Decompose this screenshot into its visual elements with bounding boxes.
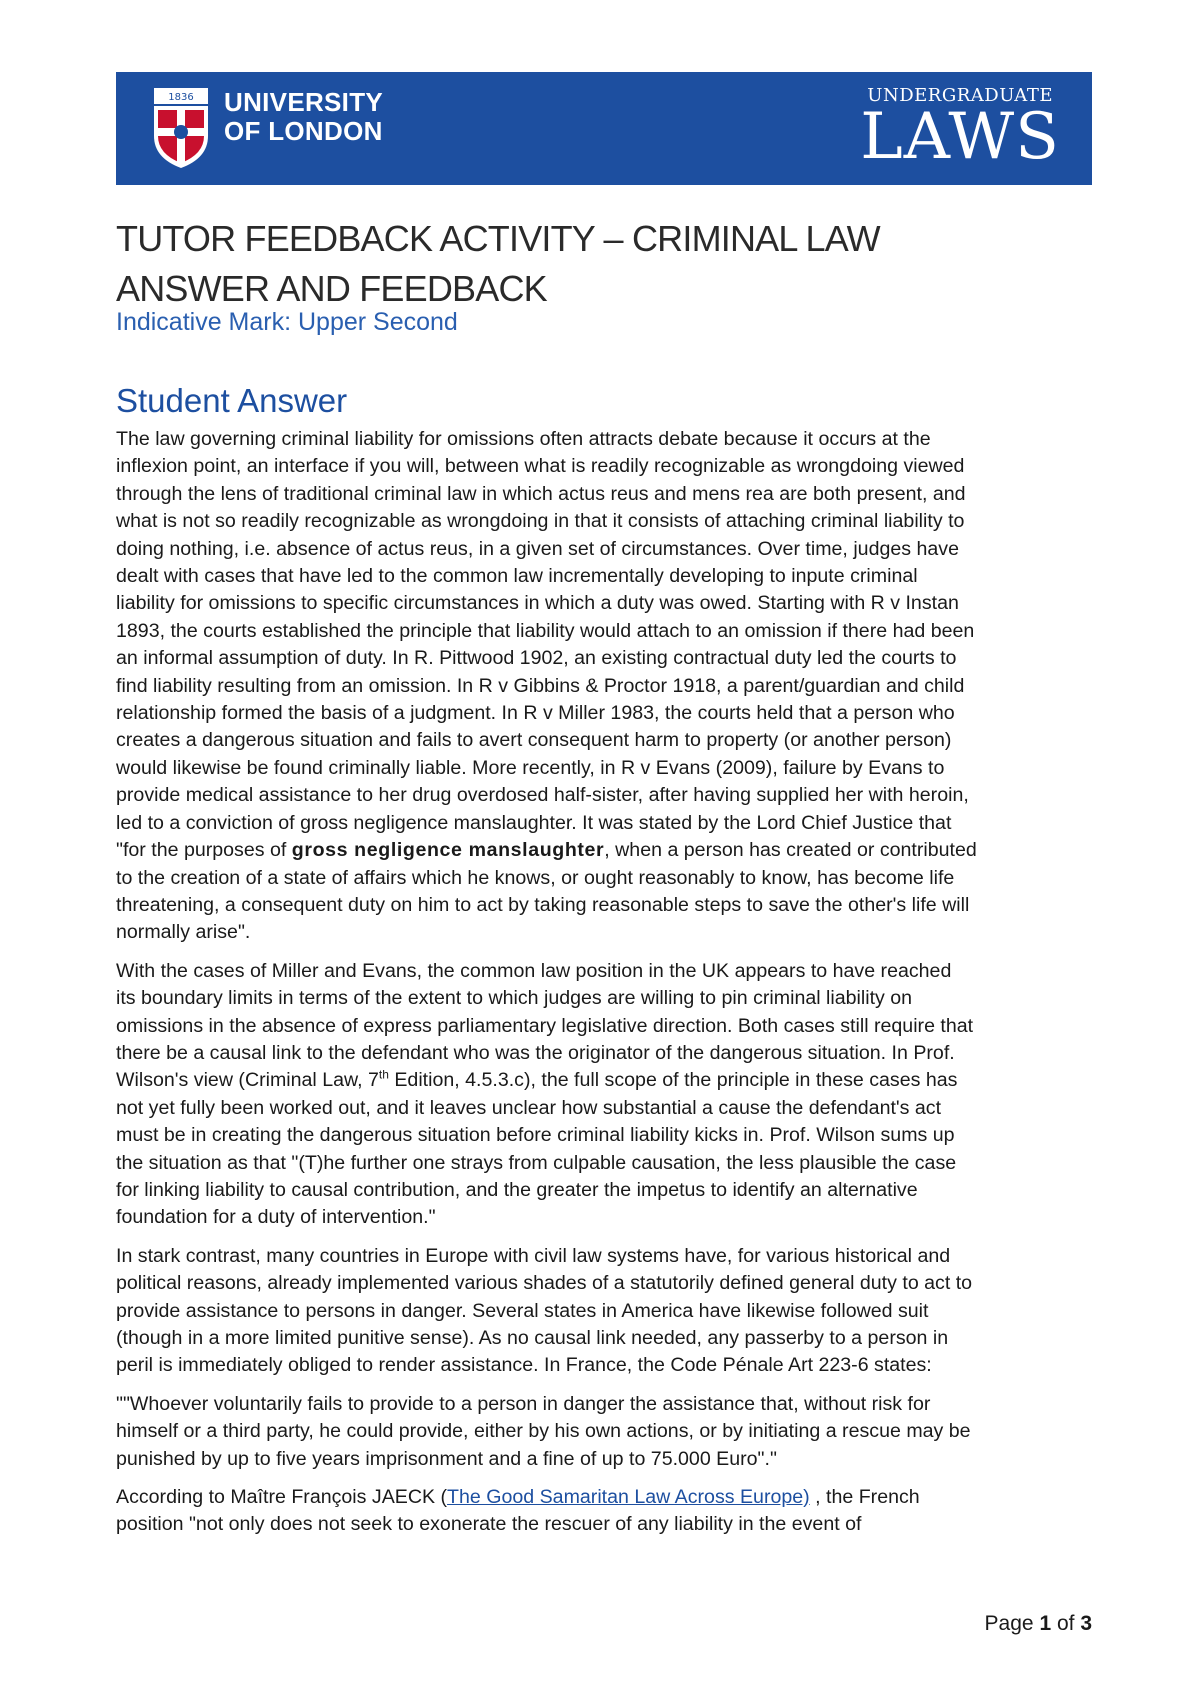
wilson-pre: Wilson's view (Criminal Law, 7 bbox=[116, 1069, 379, 1092]
text-line: (though in a more limited punitive sense). As no causal link needed, any passerby to a person in bbox=[116, 1327, 949, 1349]
text-line: punished by up to five years imprisonment and a fine of up to 75.000 Euro"." bbox=[116, 1447, 777, 1470]
university-name bbox=[224, 88, 383, 146]
programme-logo-line2: LAWS bbox=[860, 100, 1060, 174]
text-line: inflexion point, an interface if you will, between what is readily recognizable as wrongdoing viewed bbox=[116, 455, 965, 478]
page-word: Page bbox=[984, 1612, 1040, 1635]
current-page: 1 bbox=[1039, 1612, 1052, 1635]
university-crest-icon bbox=[150, 86, 212, 170]
quote-post: , when a person has created or contributed bbox=[604, 839, 977, 862]
text-line: provide assistance to persons in danger. Several states in America have likewise followed suit bbox=[116, 1299, 929, 1322]
total-pages: 3 bbox=[1080, 1612, 1092, 1635]
text-line: provide medical assistance to her drug overdosed half-sister, after having supplied her with heroin, bbox=[116, 784, 969, 807]
text-line: must be in creating the dangerous situation before criminal liability kicks in. Prof. Wilson sums up bbox=[116, 1124, 955, 1147]
text-line: With the cases of Miller and Evans, the common law position in the UK appears to have reached bbox=[116, 959, 952, 982]
header-banner bbox=[116, 72, 1092, 185]
wilson-post: Edition, 4.5.3.c), the full scope of the principle in these cases has bbox=[388, 1069, 958, 1092]
paragraph-5 bbox=[116, 1484, 1096, 1539]
text-line: would likewise be found criminally liable. More recently, in R v Evans (2009), failure by Evans to bbox=[116, 756, 945, 779]
text-line: what is not so readily recognizable as wrongdoing in that it consists of attaching criminal liability to bbox=[116, 510, 965, 533]
text-line: ""Whoever voluntarily fails to provide to a person in danger the assistance that, without risk for bbox=[116, 1392, 931, 1415]
paragraph-2 bbox=[116, 958, 1096, 1232]
good-samaritan-link[interactable]: The Good Samaritan Law Across Europe) bbox=[447, 1486, 810, 1509]
superscript: th bbox=[378, 1067, 389, 1082]
text-line: the situation as that "(T)he further one strays from culpable causation, the less plausible the case bbox=[116, 1151, 957, 1174]
page-number bbox=[985, 1612, 1092, 1636]
text-line: doing nothing, i.e. absence of actus reus, in a given set of circumstances. Over time, judges have bbox=[116, 537, 959, 560]
text-line: for linking liability to causal contribution, and the greater the impetus to identify an alternative bbox=[116, 1178, 918, 1201]
text-line: In stark contrast, many countries in Europe with civil law systems have, for various historical and bbox=[116, 1244, 951, 1267]
text-line: led to a conviction of gross negligence manslaughter. It was stated by the Lord Chief Justice that bbox=[116, 811, 952, 834]
text-line: find liability resulting from an omission. In R v Gibbins & Proctor 1918, a parent/guardian and child bbox=[116, 674, 965, 697]
programme-logo-line1: UNDERGRADUATE bbox=[867, 85, 1053, 106]
section-heading: Student Answer bbox=[116, 382, 348, 419]
text-line: himself or a third party, he could provide, either by his own actions, or by initiating a rescue may be bbox=[116, 1420, 971, 1443]
text-line: dealt with cases that have led to the common law incrementally developing to inpute criminal bbox=[116, 565, 918, 588]
text-line: normally arise". bbox=[116, 921, 251, 944]
text-line: foundation for a duty of intervention." bbox=[116, 1206, 436, 1229]
university-name-line1: UNIVERSITY bbox=[224, 87, 384, 117]
text-line: peril is immediately obliged to render assistance. In France, the Code Pénale Art 223-6 states: bbox=[116, 1354, 932, 1377]
crest-year: 1836 bbox=[168, 92, 194, 103]
document-title bbox=[116, 214, 880, 314]
paragraph-1 bbox=[116, 426, 1096, 947]
text-line: relationship formed the basis of a judgment. In R v Miller 1983, the courts held that a person who bbox=[116, 702, 955, 725]
text-line: threatening, a consequent duty on him to act by taking reasonable steps to save the other's life will bbox=[116, 893, 970, 916]
text-line: creates a dangerous situation and fails to avert consequent harm to property (or another person) bbox=[116, 729, 952, 752]
programme-logo bbox=[860, 85, 1060, 174]
p5-post: , the French bbox=[809, 1486, 920, 1509]
title-line-1: TUTOR FEEDBACK ACTIVITY – CRIMINAL LAW bbox=[116, 218, 880, 259]
p5-pre: According to Maître François JAECK ( bbox=[116, 1486, 448, 1509]
paragraph-4-quote bbox=[116, 1391, 1096, 1473]
text-line: through the lens of traditional criminal law in which actus reus and mens rea are both present, and bbox=[116, 482, 966, 505]
text-line: liability for omissions to specific circumstances in which a duty was owed. Starting with R v Instan bbox=[116, 592, 959, 615]
bold-term: gross negligence manslaughter bbox=[291, 839, 605, 862]
indicative-mark: Indicative Mark: Upper Second bbox=[116, 308, 458, 336]
of-word: of bbox=[1051, 1612, 1081, 1635]
text-line bbox=[116, 1067, 1096, 1094]
text-line: there be a causal link to the defendant who was the originator of the dangerous situation. In Prof. bbox=[116, 1041, 955, 1064]
quote-pre: "for the purposes of bbox=[116, 839, 292, 862]
student-answer-body bbox=[116, 426, 1096, 1550]
title-line-2: ANSWER AND FEEDBACK bbox=[116, 268, 547, 309]
university-name-line2: OF LONDON bbox=[224, 116, 383, 146]
text-line: its boundary limits in terms of the extent to which judges are willing to pin criminal liability on bbox=[116, 987, 913, 1010]
text-line: omissions in the absence of express parliamentary legislative direction. Both cases still require that bbox=[116, 1014, 974, 1037]
text-line bbox=[116, 837, 1096, 864]
text-line: The law governing criminal liability for omissions often attracts debate because it occurs at the bbox=[116, 428, 931, 450]
text-line: political reasons, already implemented various shades of a statutorily defined general duty to act to bbox=[116, 1272, 973, 1295]
text-line: not yet fully been worked out, and it leaves unclear how substantial a cause the defendant's act bbox=[116, 1096, 942, 1119]
text-line bbox=[116, 1484, 1096, 1511]
text-line: 1893, the courts established the principle that liability would attach to an omission if there had been bbox=[116, 619, 975, 642]
text-line: to the creation of a state of affairs which he knows, or ought reasonably to know, has become life bbox=[116, 866, 955, 889]
paragraph-3 bbox=[116, 1243, 1096, 1380]
text-line: an informal assumption of duty. In R. Pittwood 1902, an existing contractual duty led the courts to bbox=[116, 647, 957, 670]
text-line: position "not only does not seek to exonerate the rescuer of any liability in the event of bbox=[116, 1513, 862, 1536]
